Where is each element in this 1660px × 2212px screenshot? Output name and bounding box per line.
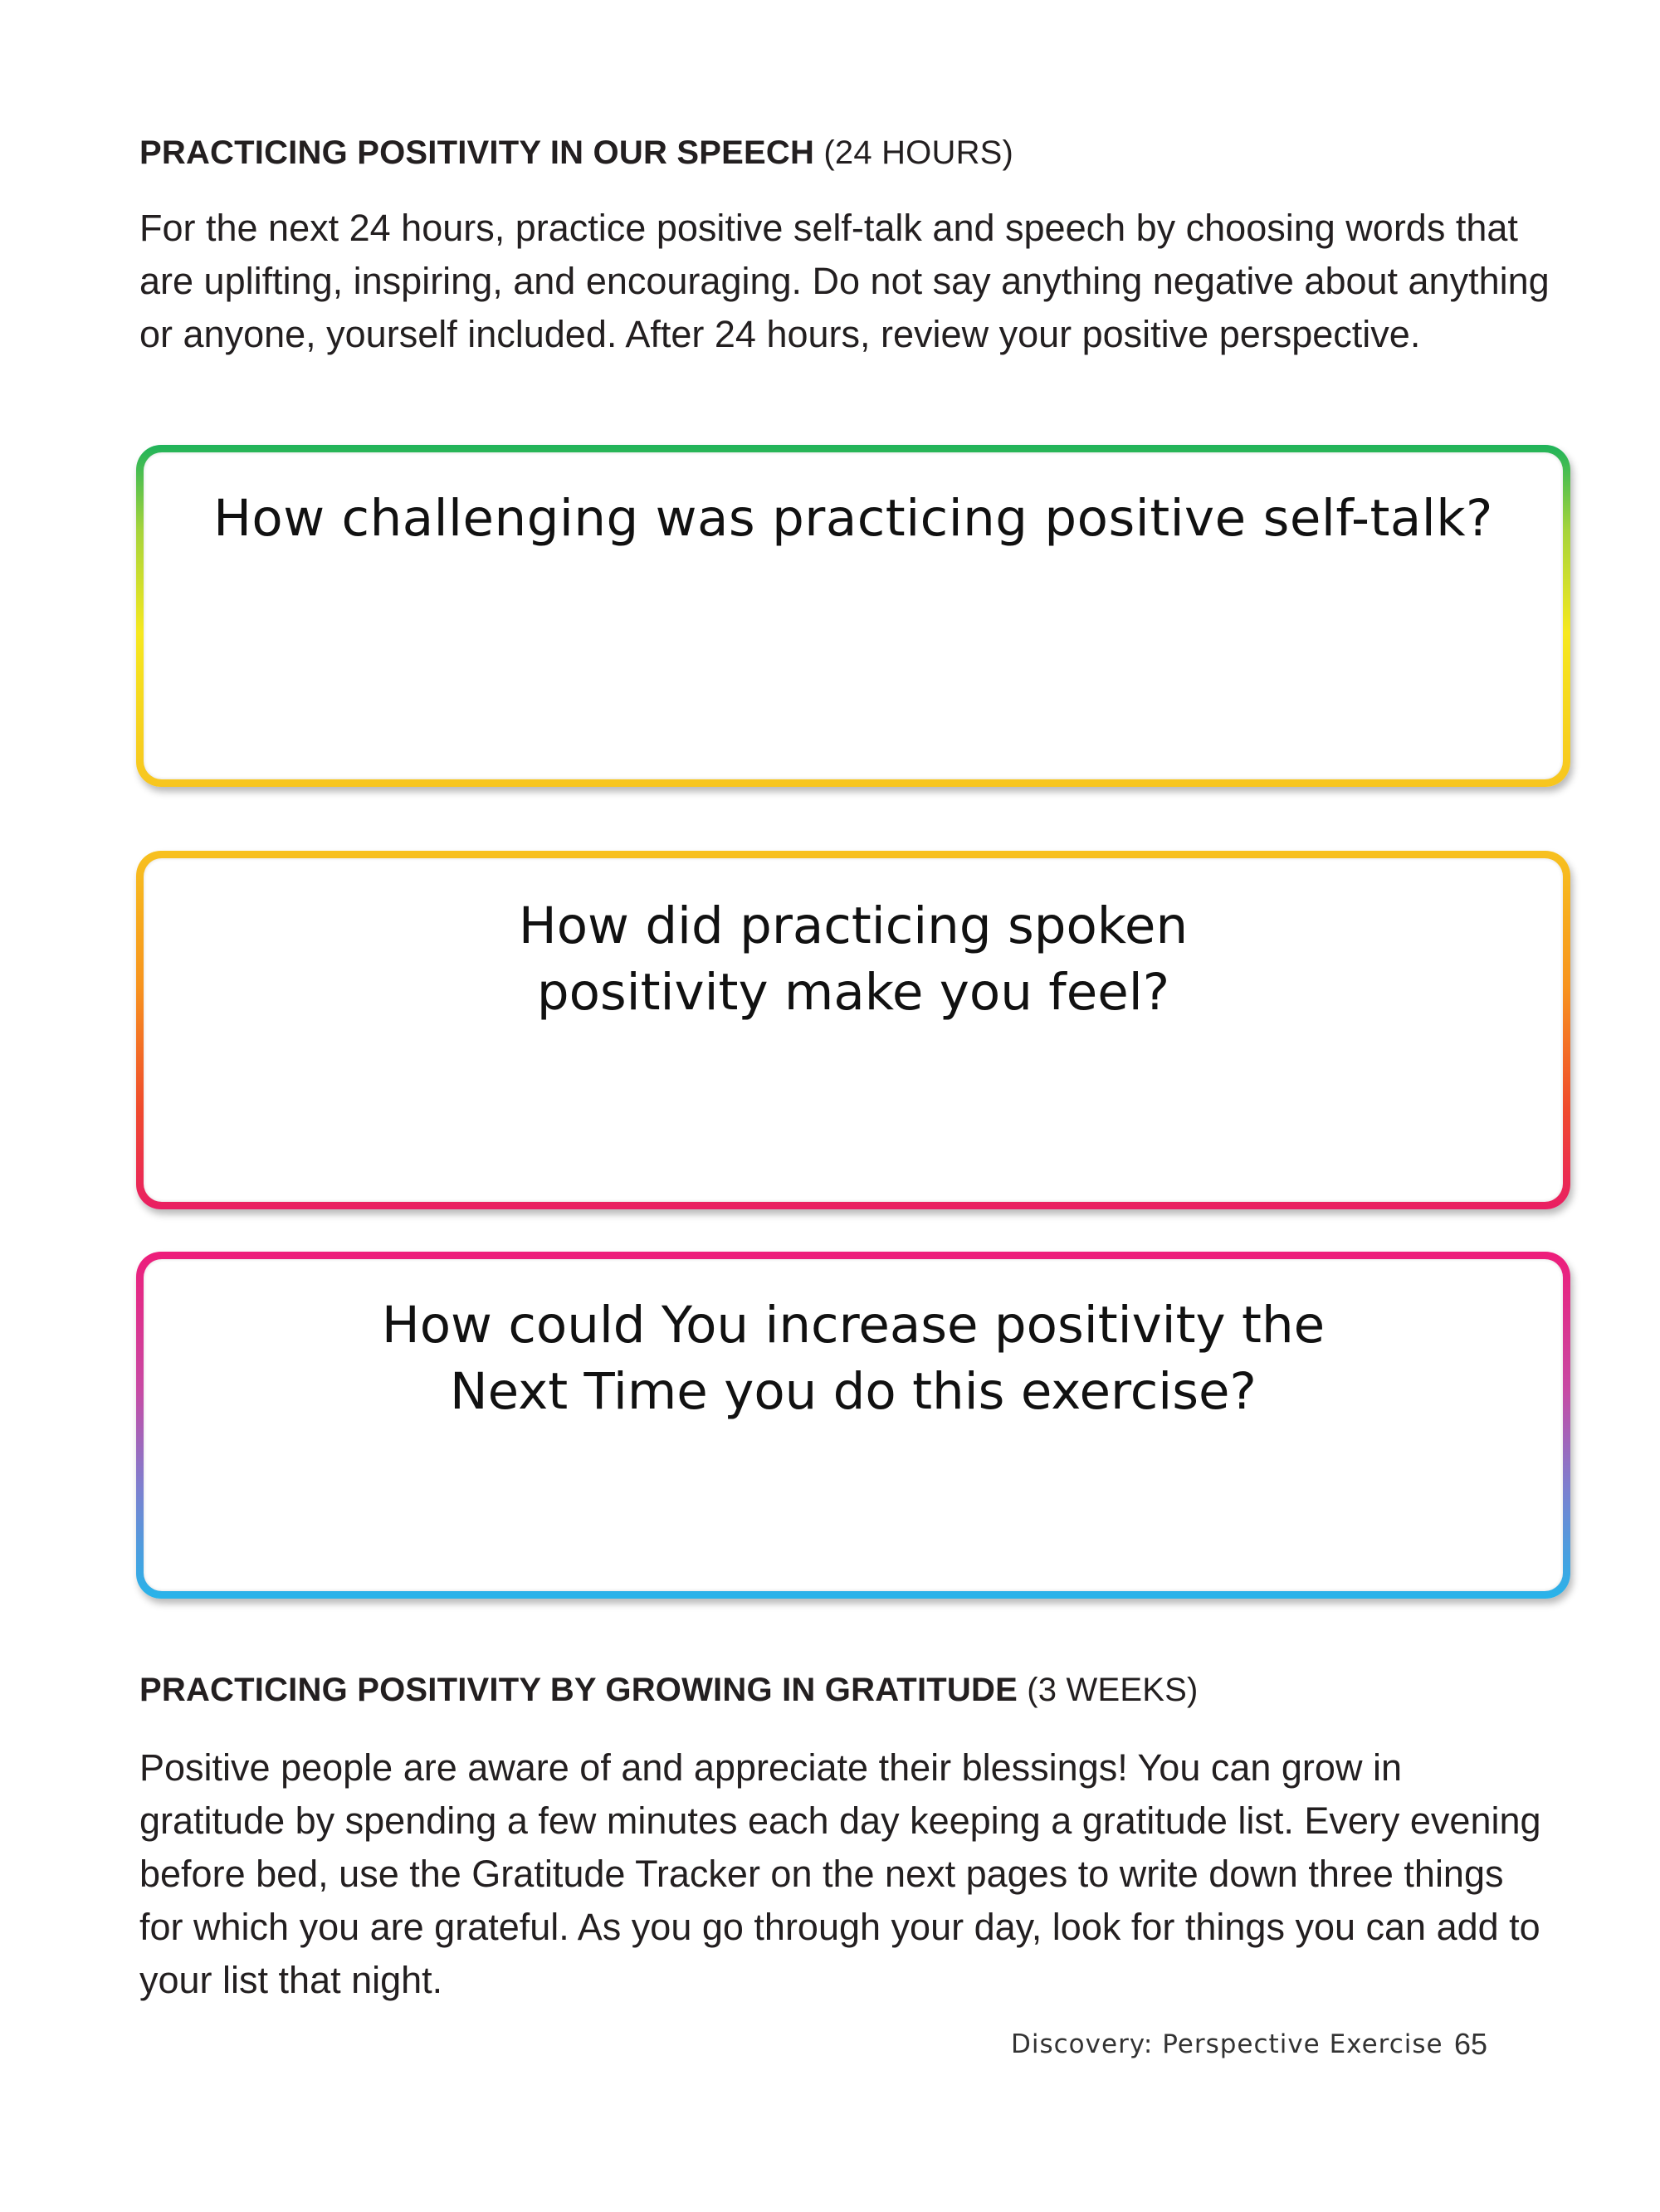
heading-duration: (3 WEEKS) <box>1027 1672 1199 1708</box>
section-heading-speech <box>139 134 1013 172</box>
heading-duration: (24 HOURS) <box>823 134 1014 171</box>
reflection-box-3 <box>136 1252 1570 1599</box>
section-heading-gratitude <box>139 1672 1199 1709</box>
section-body-gratitude: Positive people are aware of and appreciate their blessings! You can grow in gratitude by spending a few minutes each day keeping a gratitude list. Every evening before bed, use the Gratitude Tracker on the next pages to write down three things for which you are grateful. As you go through your day, look for things you can add to your list that night. <box>139 1746 1541 2001</box>
page-number: 65 <box>1454 2027 1488 2061</box>
reflection-question-2 <box>144 893 1563 1026</box>
question-line: positivity make you feel? <box>536 963 1170 1022</box>
question-line: How did practicing spoken <box>518 896 1189 955</box>
question-line: How challenging was practicing positive self-talk? <box>213 489 1493 548</box>
answer-area-2[interactable] <box>144 858 1563 1202</box>
reflection-question-3 <box>144 1292 1563 1425</box>
heading-bold-text: PRACTICING POSITIVITY BY GROWING IN GRATITUDE <box>139 1672 1018 1708</box>
answer-area-1[interactable] <box>144 452 1563 779</box>
reflection-box-1 <box>136 445 1570 787</box>
reflection-box-2 <box>136 851 1570 1209</box>
section-body-speech: For the next 24 hours, practice positive self-talk and speech by choosing words that are uplifting, inspiring, and encouraging. Do not say anything negative about anything or anyone, yourself included. After 24 hours, review your positive perspective. <box>139 207 1550 355</box>
question-line: How could You increase positivity the <box>381 1296 1326 1355</box>
answer-area-3[interactable] <box>144 1259 1563 1591</box>
question-line: Next Time you do this exercise? <box>450 1362 1257 1421</box>
footer-section-label: Discovery: Perspective Exercise <box>1011 2029 1443 2059</box>
heading-bold-text: PRACTICING POSITIVITY IN OUR SPEECH <box>139 134 815 171</box>
reflection-question-1 <box>144 486 1563 552</box>
